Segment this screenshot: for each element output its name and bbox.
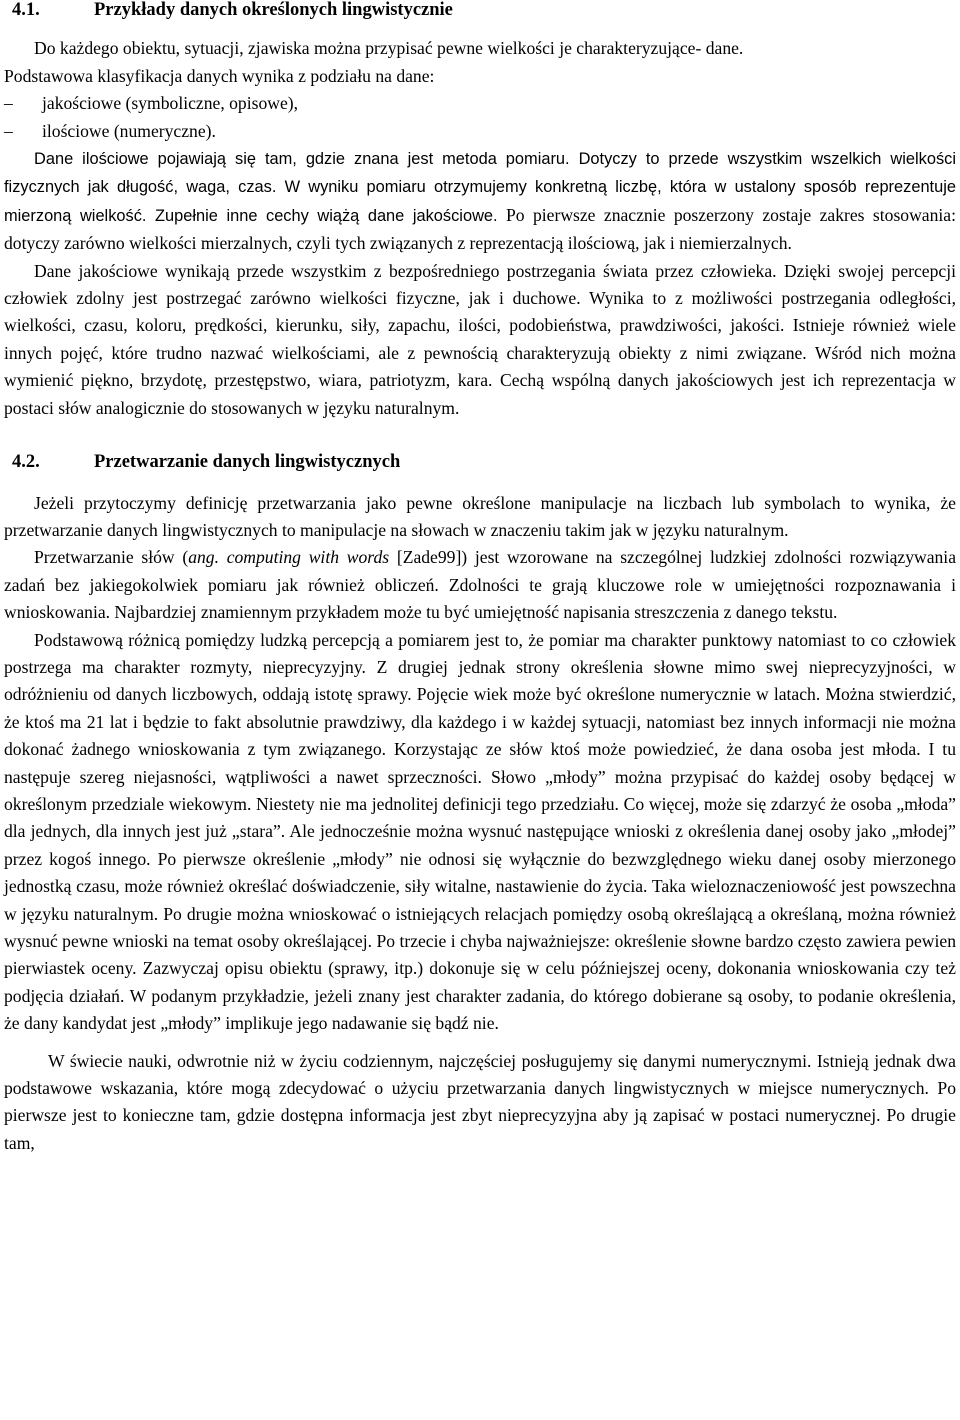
list-item bbox=[4, 90, 956, 117]
paragraph: Do każdego obiektu, sytuacji, zjawiska można przypisać pewne wielkości je charakteryzujące- dane. bbox=[34, 38, 744, 59]
paragraph: Podstawową różnicą pomiędzy ludzką percepcją a pomiarem jest to, że pomiar ma charakter punktowy natomiast to co człowiek postrzega ma charakter rozmyty, nieprecyzyjny. Z drugiej jednak strony określenia słowne mimo swej nieprecyzyjności, w odróżnieniu od danych liczbowych, oddają istotę sprawy. Pojęcie wiek może być określone numerycznie w latach. Można stwierdzić, że ktoś ma 21 lat i będzie to fakt absolutnie prawdziwy, dla każdego i w każdej sytuacji, natomiast bez innych informacji nie można dokonać żadnego wnioskowania z tym związanego. Korzystając ze słów ktoś może powiedzieć, że dana osoba jest młoda. I tu następuje szereg niejasności, wątpliwości a nawet sprzeczności. Słowo „młody” można przypisać do każdej osoby będącej w określonym przedziale wiekowym. Niestety nie ma jednolitej definicji tego przedziału. Co więcej, może się zdarzyć że osoba „młoda” dla jednych, dla innych jest już „stara”. Ale jednocześnie można wysnuć następujące wnioski z określenia danej osoby jako „młodej” przez kogoś innego. Po pierwsze określenie „młody” nie odnosi się wyłącznie do bezwzględnego wieku danej osoby mierzonego jednostką czasu, może również określać doświadczenie, siły witalne, nastawienie do życia. Taka wieloznaczeniowość jest powszechna w języku naturalnym. Po drugie można wnioskować o istniejących relacjach pomiędzy osobą określającą a określaną, można również wysnuć pewne wnioski na temat osoby określającej. Po trzecie i chyba najważniejsze: określenie słowne bardzo często zawiera pewien pierwiastek oceny. Zazwyczaj opisu obiektu (sprawy, itp.) dokonuje się w celu późniejszej oceny, dokonania wnioskowania czy też podjęcia działań. W podanym przykładzie, jeżeli znany jest charakter zadania, do którego dobierane są osoby, to podanie określenia, że dany kandydat jest „młody” implikuje jego nadawanie się bądź nie. bbox=[4, 629, 956, 1034]
section-number: 4.2. bbox=[12, 452, 40, 473]
bullet-list bbox=[4, 90, 956, 145]
dash-bullet: – bbox=[4, 93, 13, 114]
paragraph-text: Dane jakościowe wynikają przede wszystkim z bezpośredniego postrzegania świata przez człowieka. bbox=[34, 260, 777, 281]
paragraph-text: Dane ilościowe pojawiają się tam, gdzie znana jest metoda pomiaru. Dotyczy to przede wszystkim wszelkich wielkości fizycznych jak długość, waga, czas. W wyniku pomiaru otrzymujemy konkretną liczbę, która w ustalony sposób reprezentuje mierzoną wielkość. Zupełnie inne cechy wiążą dane jakościowe. bbox=[4, 150, 956, 225]
paragraph bbox=[4, 544, 956, 626]
list-item-text: jakościowe (symboliczne, opisowe), bbox=[42, 93, 299, 114]
paragraph bbox=[4, 258, 956, 422]
section-number: 4.1. bbox=[12, 0, 40, 20]
list-item bbox=[4, 118, 956, 145]
list-item-text: ilościowe (numeryczne). bbox=[42, 120, 216, 141]
section-heading bbox=[4, 0, 956, 24]
paragraph-text: Przetwarzanie słów ( bbox=[34, 547, 189, 568]
paragraph bbox=[4, 145, 956, 258]
dash-bullet: – bbox=[4, 120, 13, 141]
section-title: Przetwarzanie danych lingwistycznych bbox=[94, 452, 401, 473]
paragraph: W świecie nauki, odwrotnie niż w życiu codziennym, najczęściej posługujemy się danymi numerycznymi. Istnieją jednak dwa podstawowe wskazania, które mogą zdecydować o użyciu przetwarzania danych lingwistycznych w miejsce numerycznych. Po pierwsze jest to konieczne tam, gdzie dostępna informacja jest zbyt nieprecyzyjna aby ją zapisać w postaci numerycznej. Po drugie tam, bbox=[4, 1050, 956, 1153]
english-term: ang. computing with words bbox=[188, 547, 390, 568]
paragraph-text: Po pierwsze znacznie poszerzony zostaje zakres stosowania: dotyczy zarówno wielkości mierzalnych, czyli tych związanych z reprezentacją ilościową, jak i niemierzalnych. bbox=[4, 204, 956, 254]
section-title: Przykłady danych określonych lingwistycznie bbox=[94, 0, 453, 20]
document-page bbox=[4, 0, 956, 1157]
paragraph-text: [Zade99]) jest wzorowane na szczególnej ludzkiej zdolności rozwiązywania zadań bez jakiegokolwiek pomiaru jak również obliczeń. Zdolności te grają kluczowe role w umiejętności rozpoznawania i wnioskowania. Najbardziej znamiennym przykładem może tu być umiejętność napisania streszczenia z danego tekstu. bbox=[4, 547, 957, 623]
paragraph: Podstawowa klasyfikacja danych wynika z podziału na dane: bbox=[4, 65, 435, 86]
paragraph-text: Dzięki swojej percepcji człowiek zdolny jest postrzegać zarówno wielkości fizyczne, jak i duchowe. Wynika to z możliwości postrzegania odległości, wielkości, czasu, koloru, prędkości, kierunku, siły, zapachu, ilości, podobieństwa, prawdziwości, jakości. Istnieje również wiele innych pojęć, które trudno nazwać wielkościami, ale z pewnością charakteryzują obiekty z nimi związane. Wśród nich można wymienić piękno, brzydotę, przestępstwo, wiara, patriotyzm, kara. Cechą wspólną danych jakościowych jest ich reprezentacja w postaci słów analogicznie do stosowanych w języku naturalnym. bbox=[4, 260, 956, 418]
section-heading bbox=[4, 449, 956, 476]
paragraph: Jeżeli przytoczymy definicję przetwarzania jako pewne określone manipulacje na liczbach lub symbolach to wynika, że przetwarzanie danych lingwistycznych to manipulacje na słowach w znaczeniu takim jak w języku naturalnym. bbox=[4, 492, 956, 540]
